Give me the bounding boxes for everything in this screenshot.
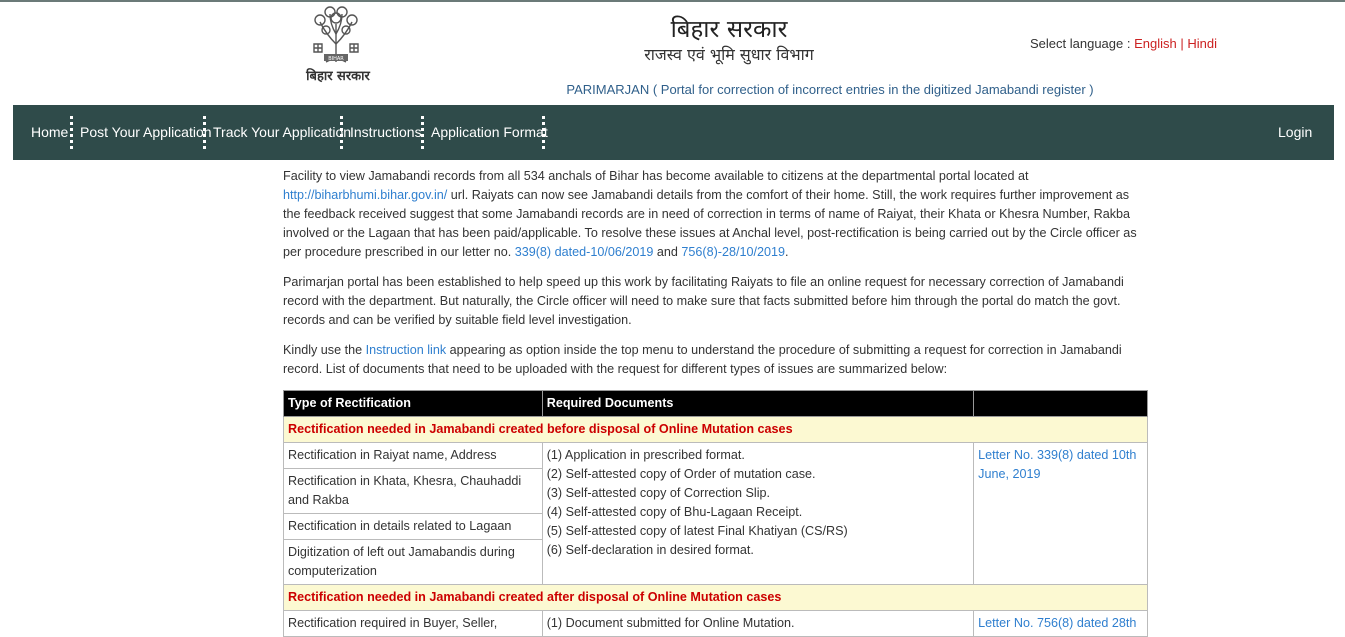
nav-instructions[interactable]: Instructions — [350, 124, 422, 140]
section-title-before: Rectification needed in Jamabandi created before disposal of Online Mutation cases — [284, 417, 1148, 443]
biharbhumi-link[interactable]: http://biharbhumi.bihar.gov.in/ — [283, 188, 448, 202]
section-row — [284, 585, 1148, 611]
instruction-link[interactable]: Instruction link — [365, 343, 447, 357]
language-label: Select language : — [1030, 36, 1135, 51]
intro-text: url. Raiyats can now see Jamabandi details from the comfort of their home. Still, the work requires further improvement as the feedback received suggest that some Jamabandi records are in need of correction in terms of name of Raiyat, their Khata or Khesra Number, Rakba involved or the Lagaan that has been paid/applicable. To resolve these issues at Anchal level, post-rectification is being carried out by the Circle officer as per procedure prescribed in our letter no. — [283, 188, 1137, 259]
logo-badge-text: BIHAR — [328, 56, 344, 62]
logo-caption: बिहार सरकार — [306, 69, 370, 84]
documents-table — [283, 390, 1148, 637]
portal-title: PARIMARJAN ( Portal for correction of incorrect entries in the digitized Jamabandi register ) — [566, 82, 1094, 97]
document-item: (1) Application in prescribed format. — [546, 448, 745, 462]
nav-login[interactable]: Login — [1278, 124, 1313, 140]
language-english-link[interactable]: English — [1134, 36, 1177, 51]
rectification-type: Rectification in Khata, Khesra, Chauhaddi and Rakba — [284, 469, 543, 514]
nav-separator — [542, 116, 545, 149]
nav-separator — [421, 116, 424, 149]
letter-339-table-link[interactable]: Letter No. 339(8) dated 10th June, 2019 — [978, 448, 1137, 481]
section-row — [284, 417, 1148, 443]
language-separator: | — [1180, 36, 1188, 51]
letter-756-table-link[interactable]: Letter No. 756(8) dated 28th — [978, 616, 1137, 630]
document-item: (5) Self-attested copy of latest Final Khatiyan (CS/RS) — [546, 524, 848, 538]
rectification-type: Rectification in details related to Lagaan — [284, 514, 543, 540]
required-documents-cell — [542, 443, 973, 585]
intro-text: and — [653, 245, 682, 259]
government-title: बिहार सरकार — [670, 15, 788, 43]
nav-track-application[interactable]: Track Your Application — [213, 124, 352, 140]
rectification-type: Digitization of left out Jamabandis during computerization — [284, 540, 543, 585]
department-title: राजस्व एवं भूमि सुधार विभाग — [644, 45, 814, 64]
rectification-type: Rectification required in Buyer, Seller, — [284, 611, 543, 637]
language-selector — [1030, 36, 1217, 51]
letter-cell — [974, 443, 1148, 585]
intro-text: Kindly use the — [283, 343, 366, 357]
document-item: (6) Self-declaration in desired format. — [546, 543, 754, 557]
table-row — [284, 443, 1148, 469]
nav-separator — [70, 116, 73, 149]
rectification-type: Rectification in Raiyat name, Address — [284, 443, 543, 469]
main-content — [283, 167, 1149, 637]
intro-text: Facility to view Jamabandi records from all 534 anchals of Bihar has become available to citizens at the departmental portal located at — [283, 169, 1029, 183]
table-header-row — [284, 391, 1148, 417]
document-item: (2) Self-attested copy of Order of mutation case. — [546, 467, 816, 481]
intro-paragraph-3 — [283, 341, 1149, 379]
letter-339-link[interactable]: 339(8) dated-10/06/2019 — [514, 245, 654, 259]
language-hindi-link[interactable]: Hindi — [1187, 36, 1217, 51]
header-letter — [974, 391, 1148, 417]
header-type: Type of Rectification — [284, 391, 543, 417]
nav-application-format[interactable]: Application Format — [431, 124, 548, 140]
intro-paragraph-1 — [283, 167, 1149, 262]
header-documents: Required Documents — [542, 391, 973, 417]
nav-post-application[interactable]: Post Your Application — [80, 124, 212, 140]
required-documents-cell: (1) Document submitted for Online Mutation. — [542, 611, 973, 637]
nav-home[interactable]: Home — [31, 124, 69, 140]
document-item: (4) Self-attested copy of Bhu-Lagaan Receipt. — [546, 505, 803, 519]
letter-756-link[interactable]: 756(8)-28/10/2019 — [681, 245, 786, 259]
intro-paragraph-2: Parimarjan portal has been established to help speed up this work by facilitating Raiyats to file an online request for necessary correction of Jamabandi record with the department. But naturally, the Circle officer will need to make sure that facts submitted before him through the portal do match the govt. records and can be verified by suitable field level investigation. — [283, 275, 1124, 327]
top-border — [0, 0, 1345, 2]
nav-separator — [340, 116, 343, 149]
top-nav — [13, 105, 1334, 160]
intro-text: appearing as option inside the top menu to understand the procedure of submitting a request for correction in Jamabandi record. List of documents that need to be uploaded with the request for different types of issues are summarized below: — [283, 343, 1122, 376]
document-item: (3) Self-attested copy of Correction Slip. — [546, 486, 771, 500]
section-title-after: Rectification needed in Jamabandi created after disposal of Online Mutation cases — [284, 585, 1148, 611]
intro-text: . — [785, 245, 789, 259]
nav-separator — [203, 116, 206, 149]
